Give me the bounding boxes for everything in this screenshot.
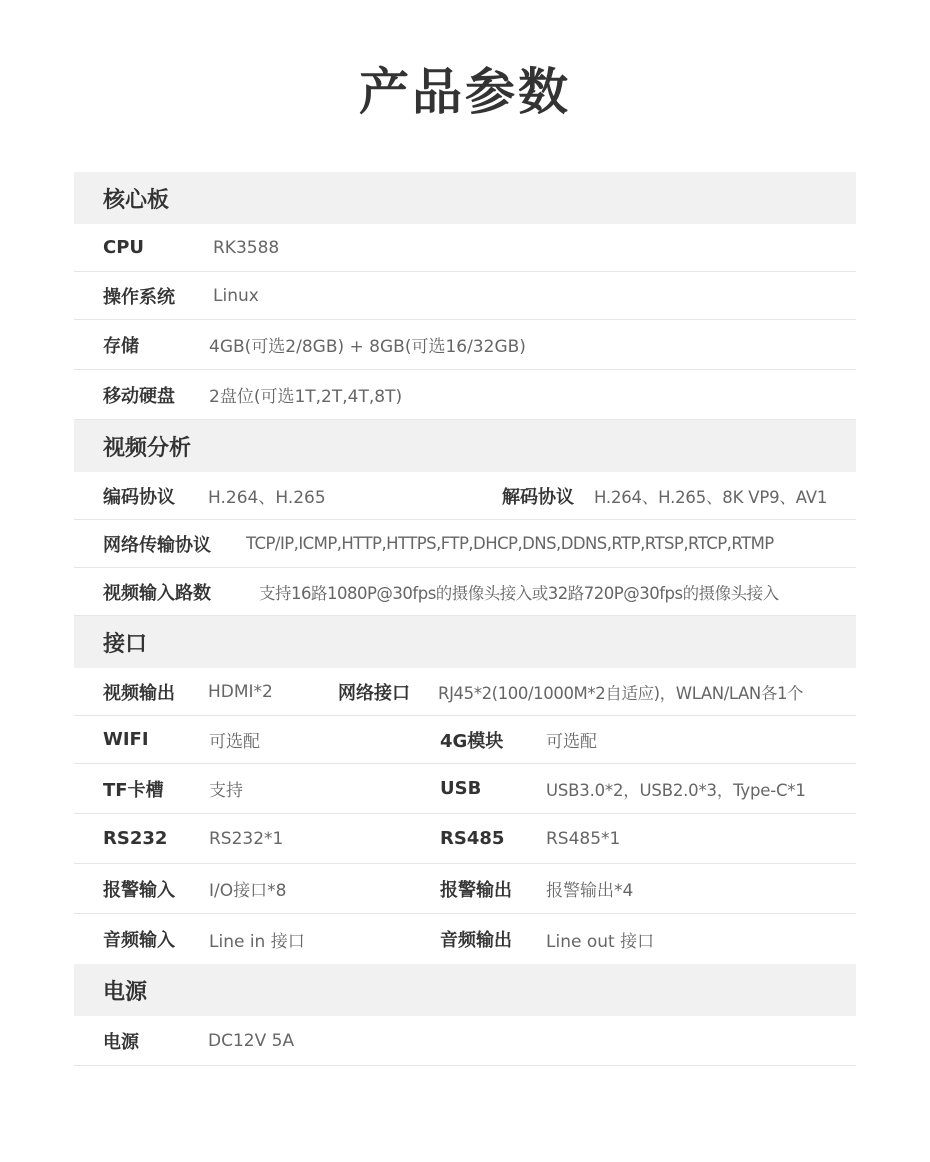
spec-value: 报警输出*4 (546, 881, 634, 901)
spec-row-network-protocol (74, 520, 856, 568)
spec-label: TF卡槽 (103, 779, 164, 801)
spec-value: HDMI*2 (208, 681, 273, 702)
spec-value: RS485*1 (546, 828, 621, 849)
spec-row-video-out (74, 668, 856, 716)
spec-value: 2盘位(可选1T,2T,4T,8T) (209, 387, 403, 407)
spec-value: H.264、H.265、8K VP9、AV1 (594, 487, 828, 507)
spec-row-audio (74, 914, 856, 964)
spec-label: 操作系统 (103, 286, 175, 308)
spec-label: 网络传输协议 (103, 534, 211, 556)
spec-value: RS232*1 (209, 828, 284, 849)
spec-row-codec (74, 472, 856, 520)
section-interface-heading: 接口 (74, 616, 856, 668)
spec-label: USB (440, 778, 482, 799)
spec-value: Linux (213, 285, 259, 306)
spec-value: DC12V 5A (208, 1030, 295, 1051)
spec-label: 音频输入 (103, 930, 175, 951)
spec-row-wifi (74, 716, 856, 764)
spec-label: 移动硬盘 (103, 385, 175, 407)
spec-value: 可选配 (546, 732, 597, 752)
spec-label: 报警输入 (103, 879, 175, 901)
section-core-heading: 核心板 (74, 172, 856, 224)
spec-label: 网络接口 (338, 682, 410, 704)
spec-value: 4GB(可选2/8GB) + 8GB(可选16/32GB) (209, 337, 526, 357)
spec-label: RS485 (440, 828, 505, 849)
spec-label: 4G模块 (440, 730, 504, 752)
spec-value: 支持 (209, 781, 243, 801)
spec-value: RJ45*2(100/1000M*2自适应)，WLAN/LAN各1个 (438, 683, 804, 703)
spec-row-power (74, 1016, 856, 1066)
spec-label: 存储 (103, 335, 139, 357)
spec-value: TCP/IP,ICMP,HTTP,HTTPS,FTP,DHCP,DNS,DDNS,RTP,RTSP,RTCP,RTMP (246, 534, 774, 553)
spec-value: 可选配 (209, 732, 260, 752)
spec-label: 视频输入路数 (103, 582, 211, 604)
spec-row-storage (74, 320, 856, 370)
spec-label: 音频输出 (440, 930, 512, 951)
spec-value: 支持16路1080P@30fps的摄像头接入或32路720P@30fps的摄像头接入 (259, 583, 779, 603)
spec-table (74, 172, 856, 1066)
spec-row-cpu (74, 224, 856, 272)
spec-row-video-input (74, 568, 856, 616)
spec-value: H.264、H.265 (208, 488, 326, 508)
spec-label: CPU (103, 237, 145, 258)
spec-label: 报警输出 (440, 879, 512, 901)
spec-value: I/O接口*8 (209, 881, 287, 901)
page-title: 产品参数 (359, 63, 571, 121)
spec-row-os (74, 272, 856, 320)
section-power-heading: 电源 (74, 964, 856, 1016)
section-video-heading: 视频分析 (74, 420, 856, 472)
spec-label: 电源 (103, 1031, 139, 1053)
spec-label: RS232 (103, 828, 168, 849)
spec-value: Line in 接口 (209, 931, 305, 952)
spec-label: WIFI (103, 729, 149, 750)
spec-row-rs (74, 814, 856, 864)
spec-value: RK3588 (213, 237, 280, 258)
spec-label: 解码协议 (502, 486, 574, 508)
spec-value: Line out 接口 (546, 931, 655, 952)
spec-label: 视频输出 (103, 682, 175, 704)
spec-label: 编码协议 (103, 486, 175, 508)
spec-row-disk (74, 370, 856, 420)
spec-row-alarm (74, 864, 856, 914)
spec-row-tf (74, 764, 856, 814)
spec-value: USB3.0*2，USB2.0*3，Type-C*1 (546, 780, 806, 800)
